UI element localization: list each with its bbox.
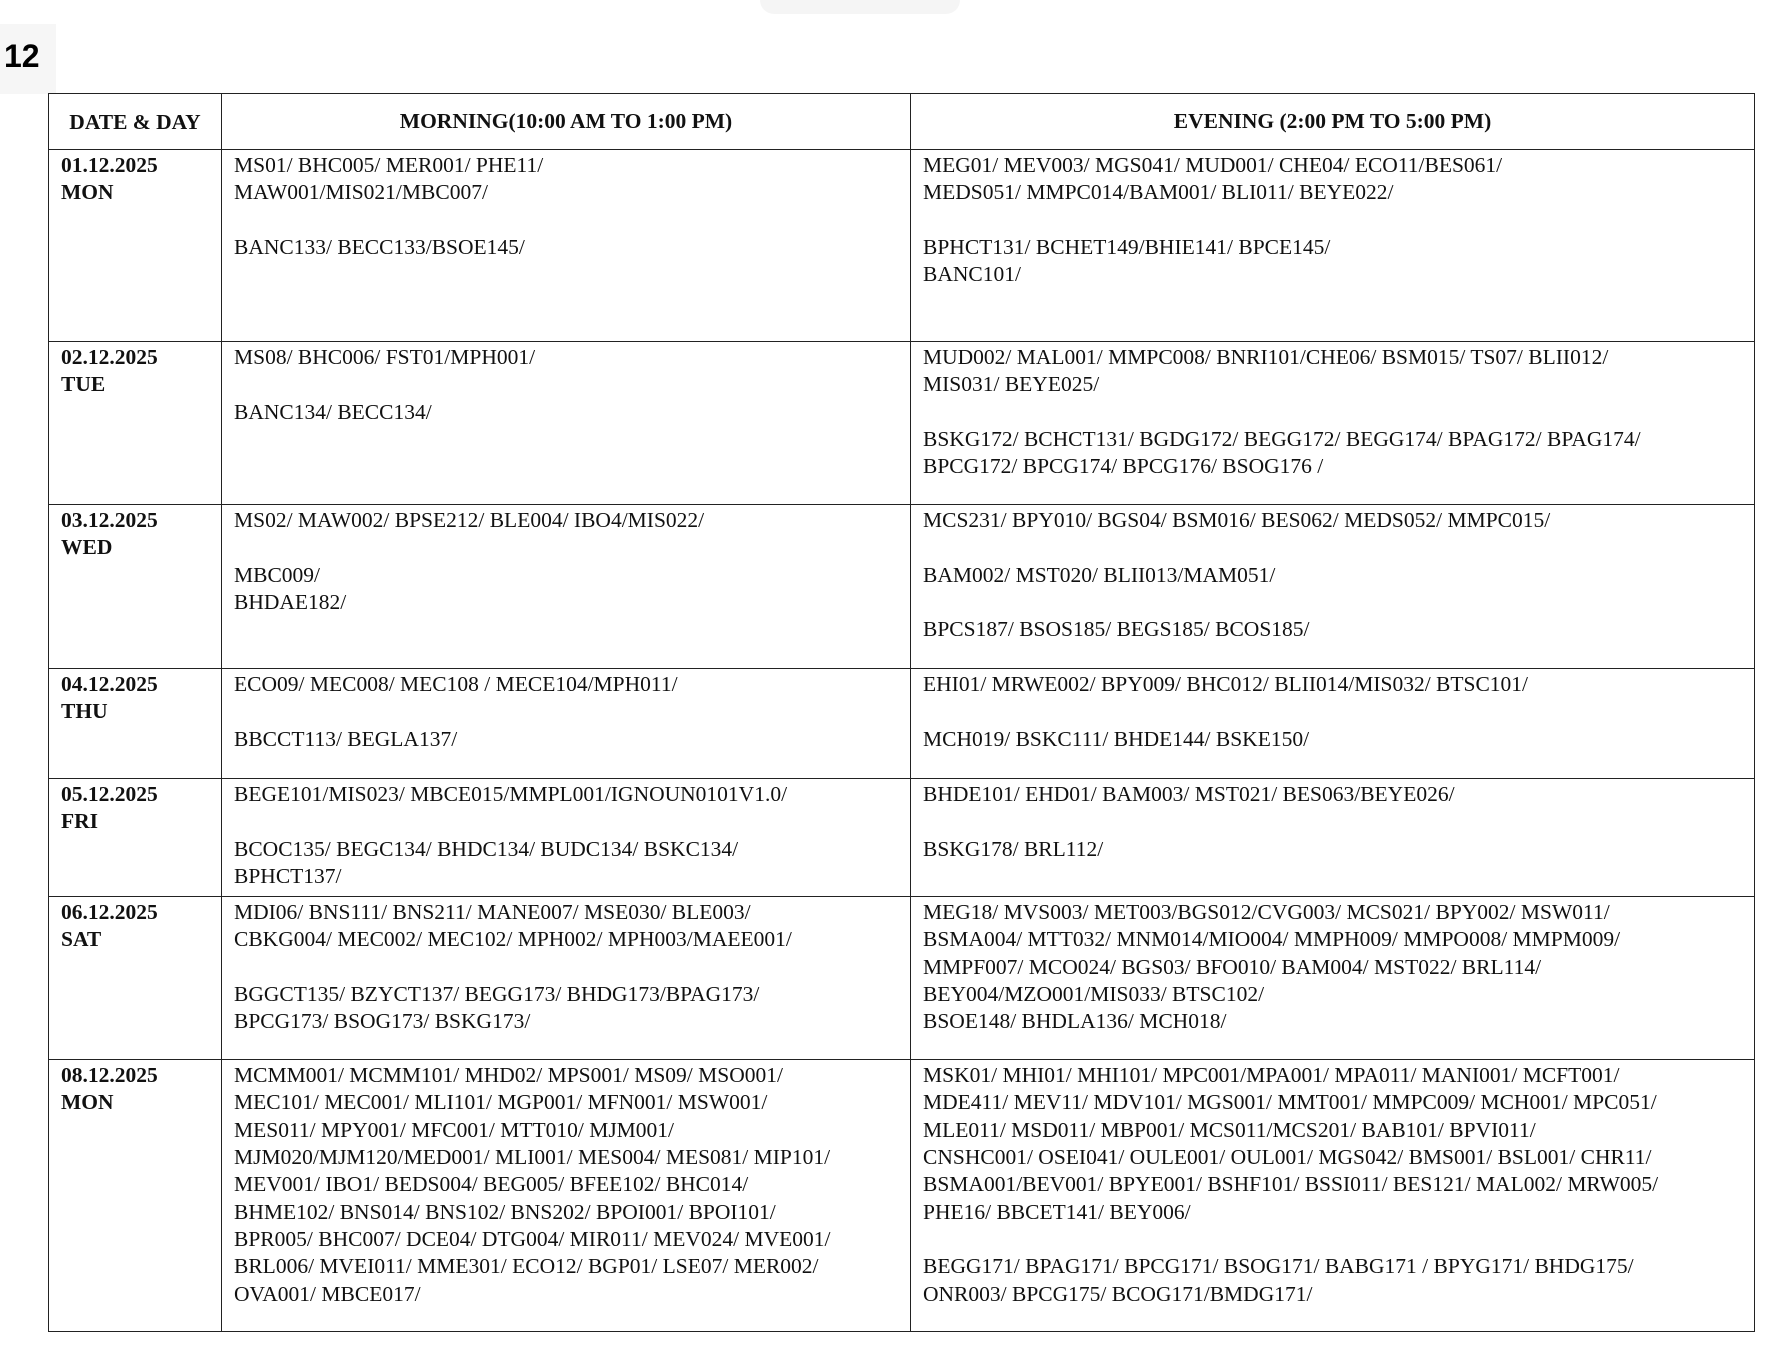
exam-date: 03.12.2025	[61, 508, 158, 532]
course-codes-line: MCS231/ BPY010/ BGS04/ BSM016/ BES062/ MEDS052/ MMPC015/	[923, 508, 1551, 532]
line-gap	[923, 534, 1742, 561]
top-shadow	[760, 0, 960, 14]
course-codes-line: MEV001/ IBO1/ BEDS004/ BEG005/ BFEE102/ BHC014/	[234, 1172, 749, 1197]
course-codes-line: MUD002/ MAL001/ MMPC008/ BNRI101/CHE06/ BSM015/ TS07/ BLII012/	[923, 345, 1609, 369]
exam-day: THU	[61, 699, 108, 724]
header-morning: MORNING(10:00 AM TO 1:00 PM)	[222, 94, 911, 150]
course-codes-line: OVA001/ MBCE017/	[234, 1281, 421, 1306]
date-day-cell	[49, 669, 222, 779]
morning-session-cell	[222, 505, 911, 669]
evening-session-cell	[911, 342, 1755, 505]
course-codes-line: BANC133/ BECC133/BSOE145/	[234, 234, 525, 259]
line-gap	[923, 1226, 1742, 1253]
course-codes-line: MEG18/ MVS003/ MET003/BGS012/CVG003/ MCS021/ BPY002/ MSW011/	[923, 900, 1610, 925]
course-codes-line: MAW001/MIS021/MBC007/	[234, 180, 488, 205]
line-gap	[234, 534, 898, 561]
header-evening: EVENING (2:00 PM TO 5:00 PM)	[911, 94, 1755, 150]
course-codes-line: MBC009/	[234, 562, 321, 587]
exam-date: 04.12.2025	[61, 672, 158, 696]
morning-session-cell	[222, 779, 911, 897]
date-day-cell	[49, 779, 222, 897]
course-codes-line: MS08/ BHC006/ FST01/MPH001/	[234, 345, 536, 369]
course-codes-line: ONR003/ BPCG175/ BCOG171/BMDG171/	[923, 1281, 1313, 1306]
course-codes-line: BSOE148/ BHDLA136/ MCH018/	[923, 1009, 1227, 1034]
date-day-cell	[49, 897, 222, 1060]
exam-schedule-table	[48, 93, 1755, 1332]
course-codes-line: BPHCT137/	[234, 863, 342, 888]
course-codes-line: MS01/ BHC005/ MER001/ PHE11/	[234, 153, 544, 177]
morning-session-cell	[222, 1060, 911, 1332]
line-gap	[923, 808, 1742, 835]
schedule-row	[49, 897, 1755, 1060]
evening-session-cell	[911, 779, 1755, 897]
course-codes-line: MCH019/ BSKC111/ BHDE144/ BSKE150/	[923, 726, 1310, 751]
page-number: 12	[4, 38, 40, 74]
course-codes-line: MEG01/ MEV003/ MGS041/ MUD001/ CHE04/ ECO11/BES061/	[923, 153, 1503, 177]
course-codes-line: PHE16/ BBCET141/ BEY006/	[923, 1199, 1191, 1224]
line-gap	[234, 371, 898, 398]
line-gap	[923, 698, 1742, 725]
course-codes-line: BSKG172/ BCHCT131/ BGDG172/ BEGG172/ BEGG174/ BPAG172/ BPAG174/	[923, 426, 1641, 451]
course-codes-line: MS02/ MAW002/ BPSE212/ BLE004/ IBO4/MIS022/	[234, 508, 705, 532]
course-codes-line: BEGG171/ BPAG171/ BPCG171/ BSOG171/ BABG171 / BPYG171/ BHDG175/	[923, 1254, 1634, 1279]
date-day-cell	[49, 342, 222, 505]
exam-day: TUE	[61, 372, 106, 397]
exam-date: 01.12.2025	[61, 153, 158, 177]
header-row	[49, 94, 1755, 150]
exam-date: 08.12.2025	[61, 1063, 158, 1088]
line-gap	[923, 589, 1742, 616]
date-day-cell	[49, 505, 222, 669]
course-codes-line: BPCG172/ BPCG174/ BPCG176/ BSOG176 /	[923, 454, 1324, 479]
course-codes-line: BSMA001/BEV001/ BPYE001/ BSHF101/ BSSI011/ BES121/ MAL002/ MRW005/	[923, 1172, 1659, 1197]
course-codes-line: BCOC135/ BEGC134/ BHDC134/ BUDC134/ BSKC134/	[234, 836, 739, 861]
line-gap	[234, 808, 898, 835]
header-date-day: DATE & DAY	[49, 94, 222, 150]
date-day-cell	[49, 1060, 222, 1332]
date-day-cell	[49, 150, 222, 342]
evening-session-cell	[911, 1060, 1755, 1332]
course-codes-line: EHI01/ MRWE002/ BPY009/ BHC012/ BLII014/MIS032/ BTSC101/	[923, 672, 1529, 696]
course-codes-line: BRL006/ MVEI011/ MME301/ ECO12/ BGP01/ LSE07/ MER002/	[234, 1254, 819, 1279]
course-codes-line: MDI06/ BNS111/ BNS211/ MANE007/ MSE030/ BLE003/	[234, 900, 751, 925]
course-codes-line: BHDE101/ EHD01/ BAM003/ MST021/ BES063/BEYE026/	[923, 782, 1455, 806]
exam-day: MON	[61, 180, 114, 205]
evening-session-cell	[911, 669, 1755, 779]
course-codes-line: BANC101/	[923, 262, 1021, 287]
line-gap	[234, 698, 898, 725]
schedule-row	[49, 505, 1755, 669]
evening-session-cell	[911, 150, 1755, 342]
schedule-row	[49, 1060, 1755, 1332]
course-codes-line: BPHCT131/ BCHET149/BHIE141/ BPCE145/	[923, 234, 1331, 259]
exam-day: SAT	[61, 927, 102, 952]
course-codes-line: CNSHC001/ OSEI041/ OULE001/ OUL001/ MGS042/ BMS001/ BSL001/ CHR11/	[923, 1145, 1652, 1170]
course-codes-line: MEC101/ MEC001/ MLI101/ MGP001/ MFN001/ MSW001/	[234, 1090, 768, 1115]
evening-session-cell	[911, 505, 1755, 669]
line-gap	[234, 207, 898, 234]
line-gap	[923, 399, 1742, 426]
exam-date: 02.12.2025	[61, 345, 158, 369]
course-codes-line: CBKG004/ MEC002/ MEC102/ MPH002/ MPH003/MAEE001/	[234, 927, 792, 952]
course-codes-line: BHDAE182/	[234, 589, 347, 614]
course-codes-line: BHME102/ BNS014/ BNS102/ BNS202/ BPOI001/ BPOI101/	[234, 1199, 776, 1224]
course-codes-line: BPR005/ BHC007/ DCE04/ DTG004/ MIR011/ MEV024/ MVE001/	[234, 1226, 831, 1251]
schedule-row	[49, 779, 1755, 897]
course-codes-line: BAM002/ MST020/ BLII013/MAM051/	[923, 562, 1276, 587]
exam-day: MON	[61, 1090, 114, 1115]
course-codes-line: MLE011/ MSD011/ MBP001/ MCS011/MCS201/ BAB101/ BPVI011/	[923, 1117, 1536, 1142]
course-codes-line: MIS031/ BEYE025/	[923, 372, 1100, 397]
exam-date: 05.12.2025	[61, 782, 158, 806]
exam-date: 06.12.2025	[61, 900, 158, 925]
course-codes-line: BGGCT135/ BZYCT137/ BEGG173/ BHDG173/BPAG173/	[234, 982, 760, 1007]
schedule-row	[49, 669, 1755, 779]
morning-session-cell	[222, 897, 911, 1060]
line-gap	[234, 954, 898, 981]
schedule-row	[49, 342, 1755, 505]
course-codes-line: BSKG178/ BRL112/	[923, 836, 1104, 861]
course-codes-line: BPCS187/ BSOS185/ BEGS185/ BCOS185/	[923, 617, 1310, 642]
course-codes-line: BPCG173/ BSOG173/ BSKG173/	[234, 1009, 531, 1034]
course-codes-line: ECO09/ MEC008/ MEC108 / MECE104/MPH011/	[234, 672, 678, 696]
course-codes-line: BEGE101/MIS023/ MBCE015/MMPL001/IGNOUN0101V1.0/	[234, 782, 788, 806]
schedule-row	[49, 150, 1755, 342]
course-codes-line: MDE411/ MEV11/ MDV101/ MGS001/ MMT001/ MMPC009/ MCH001/ MPC051/	[923, 1090, 1657, 1115]
morning-session-cell	[222, 342, 911, 505]
course-codes-line: BSMA004/ MTT032/ MNM014/MIO004/ MMPH009/ MMPO008/ MMPM009/	[923, 927, 1621, 952]
course-codes-line: MES011/ MPY001/ MFC001/ MTT010/ MJM001/	[234, 1117, 675, 1142]
schedule-body	[49, 150, 1755, 1332]
course-codes-line: MEDS051/ MMPC014/BAM001/ BLI011/ BEYE022/	[923, 180, 1394, 205]
course-codes-line: MMPF007/ MCO024/ BGS03/ BFO010/ BAM004/ MST022/ BRL114/	[923, 954, 1542, 979]
course-codes-line: BEY004/MZO001/MIS033/ BTSC102/	[923, 982, 1265, 1007]
morning-session-cell	[222, 669, 911, 779]
exam-day: FRI	[61, 809, 99, 834]
course-codes-line: MJM020/MJM120/MED001/ MLI001/ MES004/ MES081/ MIP101/	[234, 1145, 831, 1170]
exam-day: WED	[61, 535, 113, 560]
morning-session-cell	[222, 150, 911, 342]
course-codes-line: MSK01/ MHI01/ MHI101/ MPC001/MPA001/ MPA011/ MANI001/ MCFT001/	[923, 1063, 1620, 1088]
line-gap	[923, 207, 1742, 234]
course-codes-line: MCMM001/ MCMM101/ MHD02/ MPS001/ MS09/ MSO001/	[234, 1063, 783, 1088]
course-codes-line: BANC134/ BECC134/	[234, 399, 432, 424]
evening-session-cell	[911, 897, 1755, 1060]
course-codes-line: BBCCT113/ BEGLA137/	[234, 726, 458, 751]
